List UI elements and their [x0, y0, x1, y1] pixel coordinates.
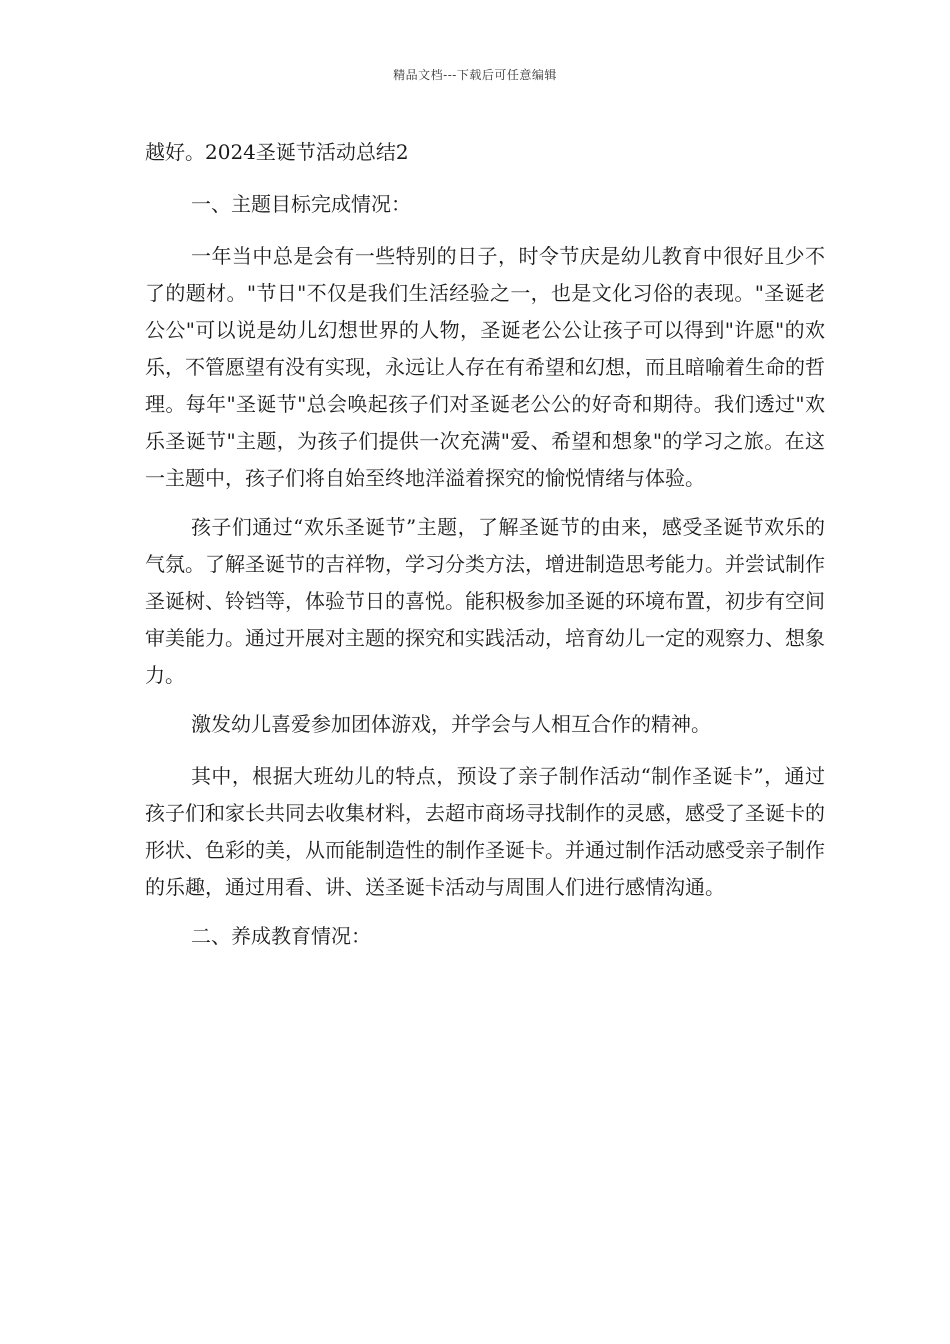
paragraph: 孩子们通过“欢乐圣诞节”主题，了解圣诞节的由来，感受圣诞节欢乐的气氛。了解圣诞节的吉祥物，学习分类方法，增进制造思考能力。并尝试制作圣诞树、铃铛等，体验节日的喜悦。能积极参加圣诞的环境布置，初步有空间审美能力。通过开展对主题的探究和实践活动，培育幼儿一定的观察力、想象力。 [145, 515, 825, 687]
section-heading-1: 一、主题目标完成情况： [191, 192, 411, 216]
paragraph: 激发幼儿喜爱参加团体游戏，并学会与人相互合作的精神。 [191, 712, 711, 736]
paragraph: 一年当中总是会有一些特别的日子，时令节庆是幼儿教育中很好且少不了的题材。"节日"不仅是我们生活经验之一，也是文化习俗的表现。"圣诞老公公"可以说是幼儿幻想世界的人物，圣诞老公公让孩子可以得到"许愿"的欢乐，不管愿望有没有实现，永远让人存在有希望和幻想，而且暗喻着生命的哲理。每年"圣诞节"总会唤起孩子们对圣诞老公公的好奇和期待。我们透过"欢乐圣诞节"主题，为孩子们提供一次充满"爱、希望和想象"的学习之旅。在这一主题中，孩子们将自始至终地洋溢着探究的愉悦情绪与体验。 [145, 244, 825, 490]
document-body [145, 134, 825, 967]
paragraph-continuation: 越好。2024圣诞节活动总结2 [145, 140, 409, 164]
section-heading-2: 二、养成教育情况： [191, 924, 371, 948]
paragraph: 其中，根据大班幼儿的特点，预设了亲子制作活动“制作圣诞卡”，通过孩子们和家长共同去收集材料，去超市商场寻找制作的灵感，感受了圣诞卡的形状、色彩的美，从而能制造性的制作圣诞卡。并通过制作活动感受亲子制作的乐趣，通过用看、讲、送圣诞卡活动与周围人们进行感情沟通。 [145, 764, 825, 899]
page-header: 精品文档---下载后可任意编辑 [393, 68, 557, 82]
